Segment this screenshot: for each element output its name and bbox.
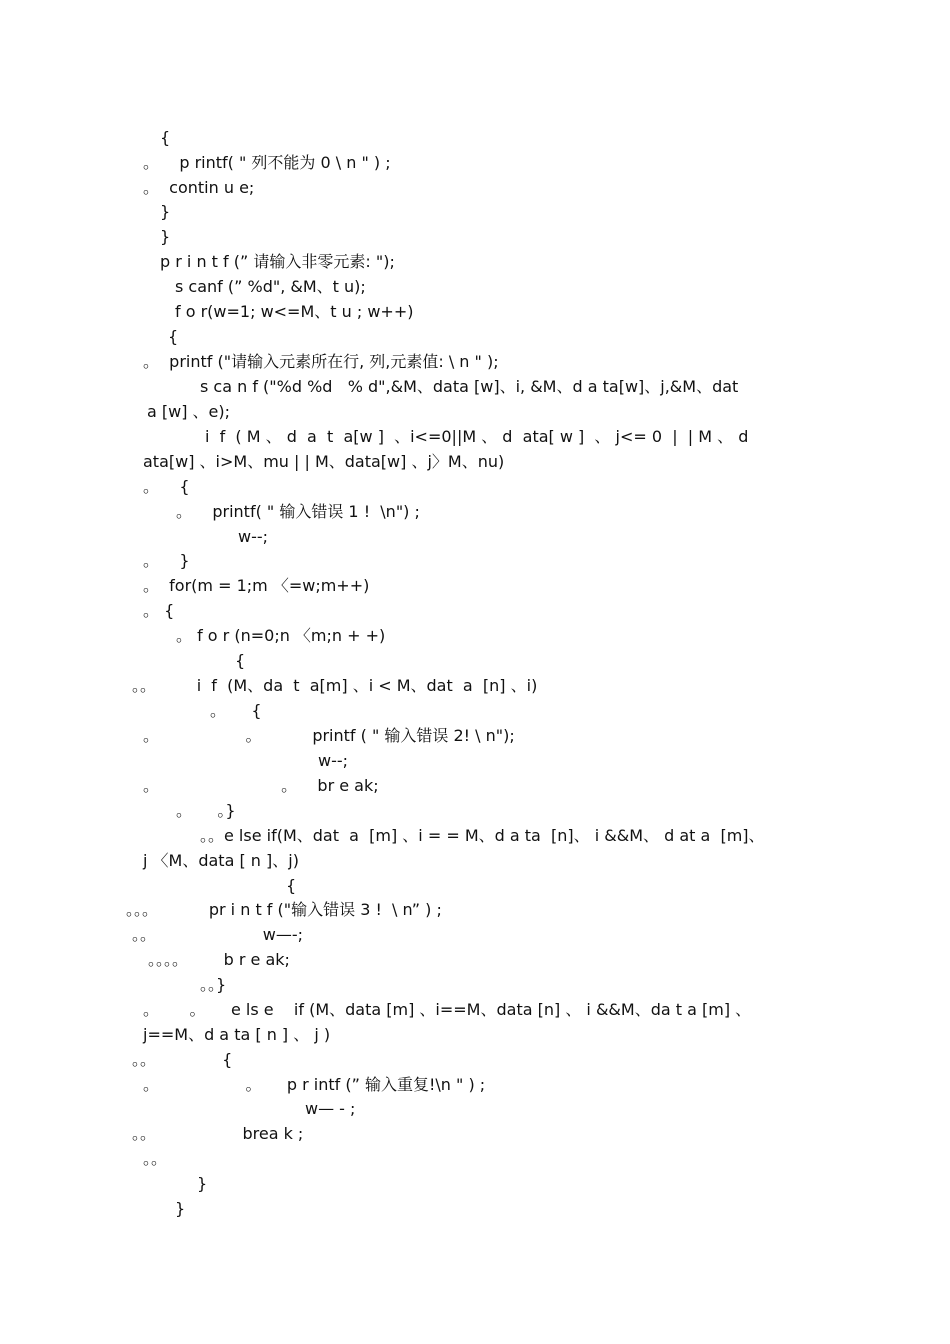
code-line: f o r(w=1; w<=M、t u ; w++) <box>175 302 414 321</box>
code-line: 。 printf( " 输入错误 1 ! \n") ; <box>176 502 420 521</box>
code-line: 。。e lse if(M、dat a [m] 、i = = M、d a ta [n]、 i &&M、 d at a [m]、 <box>200 826 765 845</box>
code-line: ata[w] 、i>M、mu | | M、data[w] 、j〉M、nu) <box>143 452 505 471</box>
code-line: 。。 <box>143 1149 168 1168</box>
code-line: { <box>160 128 171 147</box>
code-line: 。。 brea k ; <box>132 1124 304 1143</box>
code-line: 。 for(m = 1;m 〈=w;m++) <box>143 576 370 595</box>
code-line: 。。 { <box>132 1050 233 1069</box>
code-line: 。。} <box>200 975 227 994</box>
code-line: a [w] 、e); <box>147 402 231 421</box>
code-line: s canf (” %d", &M、t u); <box>175 277 366 296</box>
code-line: 。 。 br e ak; <box>143 776 379 795</box>
code-line: 。 。 e ls e if (M、data [m] 、i==M、data [n] 、 i &&M、da t a [m] 、 <box>143 1000 752 1019</box>
code-line: 。。 i f (M、da t a[m] 、i < M、dat a [n] 、i) <box>132 676 538 695</box>
code-line: i f ( M 、 d a t a[w ] 、i<=0||M 、 d ata[ w ] 、 j<= 0 | | M 、 d <box>205 427 749 446</box>
code-line: 。 。 printf ( " 输入错误 2! \ n"); <box>143 726 515 745</box>
code-line: 。 f o r (n=0;n 〈m;n + +) <box>176 626 386 645</box>
code-line: w--; <box>318 751 349 770</box>
code-line: } <box>175 1199 186 1218</box>
code-line: j==M、d a ta [ n ] 、 j ) <box>143 1025 331 1044</box>
code-line: { <box>235 651 246 670</box>
code-line: 。 。 p r intf (” 输入重复!\n " ) ; <box>143 1075 486 1094</box>
code-line: 。 { <box>210 701 262 720</box>
code-line: s ca n f ("%d %d % d",&M、data [w]、i, &M、d a ta[w]、j,&M、dat <box>200 377 739 396</box>
code-line: } <box>160 202 171 221</box>
code-line: 。 { <box>143 477 190 496</box>
code-line: w— - ; <box>305 1099 356 1118</box>
code-line: 。 contin u e; <box>143 178 255 197</box>
code-line: { <box>286 876 297 895</box>
code-line: 。 printf ("请输入元素所在行, 列,元素值: \ n " ); <box>143 352 499 371</box>
code-line: } <box>160 227 171 246</box>
code-line: 。。 w—-; <box>132 925 304 944</box>
code-line: 。 { <box>143 601 175 620</box>
code-line: 。 p rintf( " 列不能为 0 \ n " ) ; <box>143 153 391 172</box>
code-line: { <box>168 327 179 346</box>
code-line: j 〈M、data [ n ]、j) <box>143 851 299 870</box>
code-line: 。。。。 b r e ak; <box>148 950 290 969</box>
code-line: 。。。 pr i n t f ("输入错误 3 ! \ n” ) ; <box>126 900 442 919</box>
code-line: 。 } <box>143 551 190 570</box>
code-line: w--; <box>238 527 269 546</box>
code-line: p r i n t f (” 请输入非零元素: "); <box>160 252 395 271</box>
code-line: 。 。} <box>176 801 236 820</box>
code-line: } <box>197 1174 208 1193</box>
